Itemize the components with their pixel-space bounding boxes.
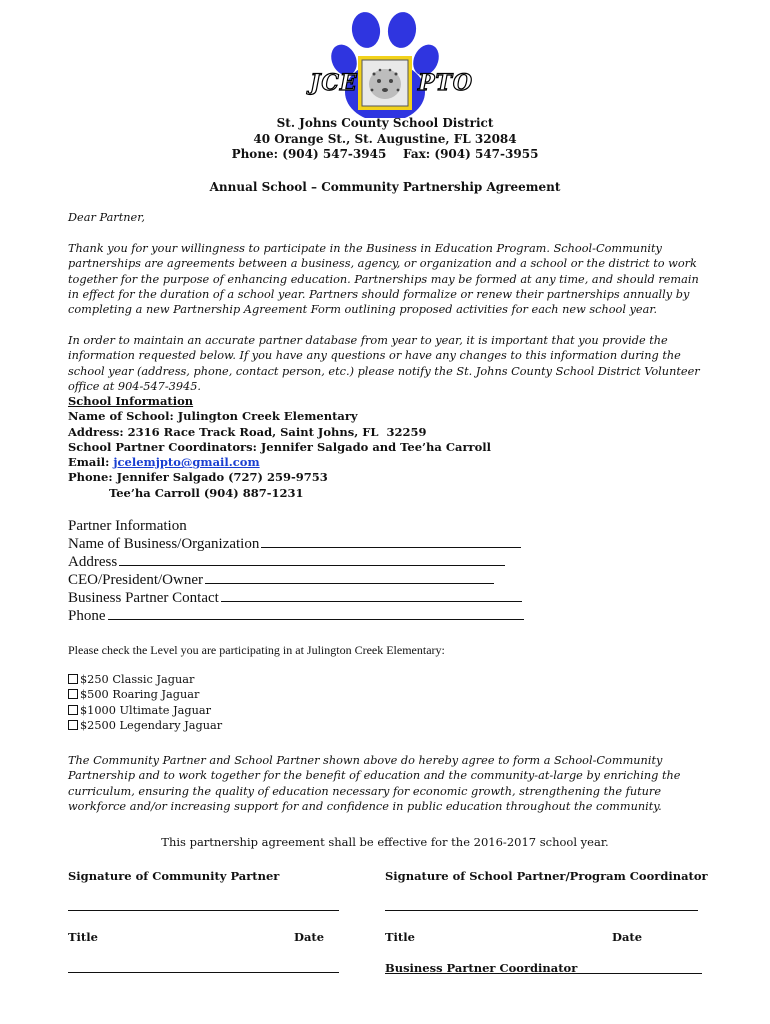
business-name-field[interactable] (261, 535, 521, 548)
jce-pto-logo (300, 8, 474, 118)
paw-print-icon (300, 8, 470, 118)
ceo-row (68, 571, 524, 589)
checkbox-icon[interactable] (68, 720, 78, 730)
level-label: $250 Classic Jaguar (80, 673, 195, 686)
school-information (68, 394, 491, 501)
intro-paragraph (68, 241, 703, 317)
level-label: $2500 Legendary Jaguar (80, 718, 223, 732)
school-phone-2: Tee’ha Carroll (904) 887-1231 (109, 485, 304, 500)
contact-row (68, 589, 524, 607)
school-signature-line[interactable] (385, 910, 698, 911)
district-header (0, 116, 770, 163)
school-info-heading: School Information (68, 394, 194, 408)
school-title-label: Title (385, 930, 415, 944)
coordinator-title: Business Partner Coordinator (385, 961, 578, 975)
community-title-date-line[interactable] (68, 972, 339, 973)
agreement-paragraph-text: The Community Partner and School Partner shown above do hereby agree to form a School-Community Partnership and to work together for the benefit of education and the community-at-large by enriching the curriculum, ensuring the quality of education necessary for economic growth, strengthening the future workforce and/or increasing support for and confidence in public education throughout the community. (68, 754, 681, 813)
logo-jce-text: JCE (310, 70, 358, 96)
phone-label: Phone (68, 608, 106, 624)
partner-information (68, 517, 524, 625)
level-options (68, 672, 222, 733)
level-option[interactable] (68, 718, 222, 733)
database-paragraph (68, 333, 703, 394)
checkbox-icon[interactable] (68, 689, 78, 699)
agreement-paragraph (68, 753, 703, 814)
phone-field[interactable] (108, 607, 524, 620)
school-address: Address: 2316 Race Track Road, Saint Johns, FL 32259 (68, 424, 427, 439)
address-label: Address (68, 554, 118, 570)
district-address: 40 Orange St., St. Augustine, FL 32084 (253, 131, 517, 146)
coordinator-date-line[interactable] (557, 973, 702, 974)
level-option[interactable] (68, 703, 222, 718)
checkbox-icon[interactable] (68, 705, 78, 715)
level-question: Please check the Level you are participating in at Julington Creek Elementary: (68, 643, 445, 657)
business-name-row (68, 535, 524, 553)
email-label: Email: (68, 455, 114, 470)
effective-statement: This partnership agreement shall be effective for the 2016-2017 school year. (161, 835, 609, 849)
salutation: Dear Partner, (68, 211, 145, 224)
contact-field[interactable] (221, 589, 522, 602)
community-signature-label: Signature of Community Partner (68, 869, 280, 883)
address-row (68, 553, 524, 571)
email-link[interactable]: jcelemjpto@gmail.com (113, 455, 260, 470)
phone-row (68, 607, 524, 625)
school-date-label: Date (612, 930, 643, 944)
logo-pto-text: PTO (418, 70, 474, 96)
school-signature-label: Signature of School Partner/Program Coordinator (385, 869, 708, 883)
level-label: $500 Roaring Jaguar (80, 688, 200, 702)
document-title: Annual School – Community Partnership Agreement (209, 180, 561, 194)
district-name: St. Johns County School District (276, 116, 494, 130)
level-label: $1000 Ultimate Jaguar (80, 703, 211, 717)
database-paragraph-text: In order to maintain an accurate partner database from year to year, it is important that you provide the information requested below. If you have any questions or have any changes to this information during the school year (address, phone, contact person, etc.) please notify the St. Johns County School District Volunteer office at 904-547-3945. (68, 334, 700, 393)
checkbox-icon[interactable] (68, 674, 78, 684)
partner-info-heading: Partner Information (68, 518, 187, 534)
level-option[interactable] (68, 687, 222, 702)
school-coordinators: School Partner Coordinators: Jennifer Salgado and Tee’ha Carroll (68, 439, 492, 454)
ceo-label: CEO/President/Owner (68, 572, 203, 588)
community-signature-line[interactable] (68, 910, 339, 911)
contact-label: Business Partner Contact (68, 590, 219, 606)
community-title-label: Title (68, 930, 98, 944)
school-name: Name of School: Julington Creek Elementary (68, 409, 358, 424)
ceo-field[interactable] (205, 571, 494, 584)
district-phone-fax: Phone: (904) 547-3945 Fax: (904) 547-3955 (231, 147, 539, 161)
address-field[interactable] (119, 553, 505, 566)
school-email-row (68, 455, 491, 470)
community-date-label: Date (294, 930, 325, 944)
intro-paragraph-text: Thank you for your willingness to participate in the Business in Education Program. School-Community partnerships are agreements between a business, agency, or organization and a school or the district to work together for the purpose of enhancing education. Partnerships may be formed at any time, and should remain in effect for the duration of a school year. Partners should formalize or renew their partnerships annually by completing a new Partnership Agreement Form outlining proposed activities for each new school year. (68, 242, 699, 317)
level-option[interactable] (68, 672, 222, 687)
business-name-label: Name of Business/Organization (68, 536, 260, 552)
school-phone-1: Phone: Jennifer Salgado (727) 259-9753 (68, 470, 328, 485)
